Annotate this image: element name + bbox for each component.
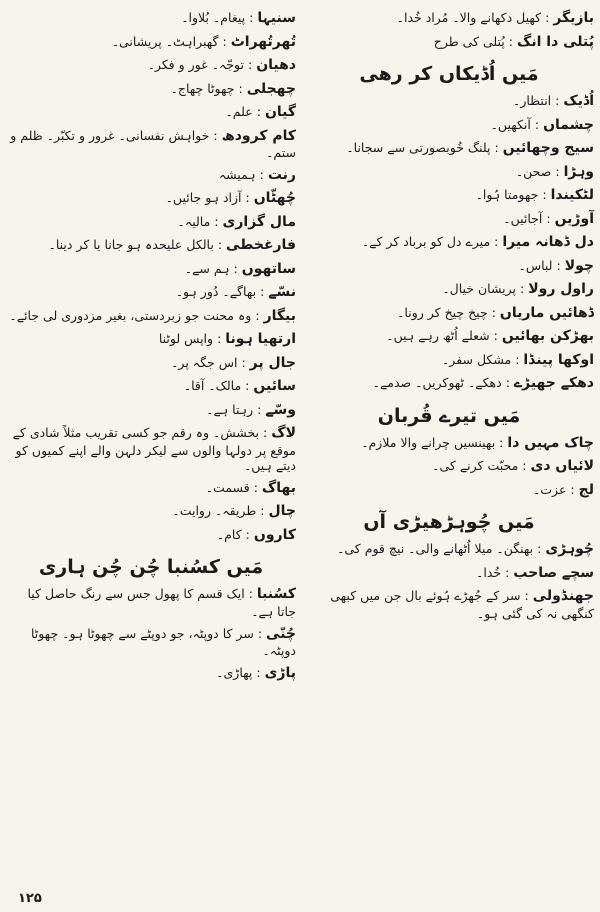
- glossary-term: دھکے جھیڑے: [513, 375, 594, 391]
- glossary-meaning: علم۔: [225, 104, 253, 119]
- glossary-term: گیان: [264, 104, 296, 120]
- term-separator: :: [520, 281, 525, 296]
- glossary-entry: [6, 478, 296, 502]
- glossary-meaning: بھینسیں چرانے والا ملازم۔: [361, 434, 496, 450]
- glossary-entry: [304, 138, 594, 162]
- glossary-meaning: انتظار۔: [513, 93, 552, 108]
- glossary-term: لٹکیندا: [550, 187, 594, 203]
- glossary-entry: [6, 584, 296, 623]
- glossary-column-right: [304, 8, 594, 625]
- glossary-meaning: آزاد ہو جائیں۔: [165, 190, 242, 206]
- glossary-meaning: میرے دل کو برباد کر کے۔: [361, 234, 491, 249]
- glossary-meaning: مالک۔ آقا۔: [183, 378, 242, 394]
- glossary-meaning: واپس لوٹنا: [158, 331, 214, 347]
- glossary-entry: [6, 259, 296, 283]
- glossary-term: لج: [578, 481, 594, 498]
- glossary-entry: [6, 8, 296, 32]
- glossary-meaning: اس جگہ پر۔: [171, 354, 238, 370]
- glossary-term: چھجلی: [246, 80, 296, 97]
- glossary-meaning: ہمیشہ: [218, 166, 256, 182]
- glossary-entry: [304, 115, 594, 139]
- glossary-column-left: [6, 8, 296, 686]
- glossary-meaning: وہ محنت جو زبردستی، بغیر مزدوری لی جائے۔: [9, 307, 252, 323]
- glossary-term: چُنّی: [266, 625, 296, 642]
- glossary-meaning: پیغام۔ بُلاوا۔: [181, 10, 246, 25]
- glossary-entry: [6, 126, 296, 165]
- glossary-term: چاک مہیں دا: [507, 434, 594, 451]
- glossary-term: وہڑا: [563, 163, 594, 180]
- glossary-meaning: محبّت کرنے کی۔: [432, 458, 519, 473]
- glossary-meaning: بھنگن۔ میلا اُٹھانے والی۔ نیچ قوم کی۔: [337, 541, 534, 556]
- glossary-meaning: خواہش نفسانی۔ غرور و تکبّر۔ ظلم و ستم۔: [10, 127, 296, 160]
- term-separator: :: [505, 375, 510, 390]
- glossary-term: سیج وچھائیں: [502, 140, 594, 156]
- glossary-entry: [6, 212, 296, 236]
- glossary-entry: [304, 209, 594, 233]
- glossary-meaning: بالکل علیحدہ ہو جانا یا کر دینا۔: [48, 237, 214, 253]
- term-separator: :: [546, 210, 551, 226]
- term-separator: :: [248, 586, 253, 602]
- glossary-entry: [6, 55, 296, 79]
- term-separator: :: [238, 80, 243, 96]
- glossary-meaning: طریقہ۔ روایت۔: [172, 503, 257, 519]
- glossary-entry: [6, 102, 296, 126]
- term-separator: :: [255, 307, 260, 323]
- glossary-entry: [304, 586, 594, 625]
- glossary-term: فارغخطی: [226, 237, 296, 254]
- glossary-entry: [6, 501, 296, 525]
- glossary-term: سائیں: [253, 378, 296, 395]
- glossary-entry: [304, 433, 594, 457]
- glossary-entry: [6, 79, 296, 103]
- glossary-term: چشماں: [543, 116, 594, 133]
- term-separator: :: [542, 187, 547, 202]
- glossary-entry: [6, 663, 296, 687]
- glossary-meaning: خُدا۔: [476, 564, 502, 580]
- glossary-entry: [304, 480, 594, 504]
- glossary-entry: [304, 232, 594, 256]
- glossary-entry: [304, 162, 594, 186]
- glossary-term: سنیہا: [257, 10, 296, 26]
- glossary-entry: [6, 165, 296, 189]
- glossary-meaning: رہتا ہے۔: [206, 401, 254, 417]
- term-separator: :: [545, 10, 550, 25]
- glossary-entry: [6, 188, 296, 212]
- term-separator: :: [247, 57, 253, 72]
- glossary-meaning: ایک قسم کا پھول جس سے رنگ حاصل کیا جاتا ہے۔: [27, 586, 296, 619]
- glossary-meaning: گھبراہٹ۔ پریشانی۔: [111, 33, 219, 49]
- glossary-term: لائیاں دی: [530, 458, 594, 474]
- term-separator: :: [555, 93, 560, 108]
- section-heading: مَیں تیرے قُربان: [377, 404, 521, 427]
- glossary-meaning: پریشان خیال۔: [442, 281, 516, 296]
- section-heading: مَیں اُڈیکاں کر رھی: [359, 63, 539, 85]
- term-separator: :: [256, 104, 261, 119]
- glossary-meaning: دھکے۔ ٹھوکریں۔ صدمے۔: [372, 375, 502, 390]
- term-separator: :: [505, 564, 510, 580]
- glossary-entry: [304, 373, 594, 397]
- term-separator: :: [508, 33, 514, 49]
- glossary-term: وسّے: [265, 401, 296, 418]
- term-separator: :: [499, 434, 504, 450]
- glossary-meaning: توجّہ۔ غور و فکر۔: [147, 57, 244, 72]
- glossary-term: چُھٹّاں: [253, 190, 296, 207]
- glossary-meaning: لباس۔: [518, 257, 553, 273]
- glossary-meaning: آنکھیں۔: [490, 116, 531, 132]
- glossary-meaning: پُتلی کی طرح: [433, 33, 505, 49]
- glossary-entry: [6, 525, 296, 549]
- glossary-entry: [304, 303, 594, 327]
- glossary-meaning: بھاگے۔ دُور ہو۔: [175, 284, 257, 300]
- glossary-term: رنت: [267, 166, 296, 183]
- term-separator: :: [260, 284, 265, 300]
- glossary-meaning: آجائیں۔: [503, 210, 543, 226]
- term-separator: :: [263, 425, 268, 441]
- glossary-term: جال پر: [249, 354, 296, 371]
- term-separator: :: [555, 163, 560, 179]
- glossary-term: اوکھا پینڈا: [523, 351, 594, 368]
- page-number: ۱۲۵: [18, 891, 42, 906]
- term-separator: :: [491, 304, 496, 320]
- term-separator: :: [249, 10, 254, 25]
- glossary-meaning: شعلے اُٹھ رہے ہیں۔: [386, 328, 490, 343]
- glossary-term: ارتھیا ہونا: [225, 331, 296, 348]
- term-separator: :: [556, 257, 561, 273]
- glossary-term: آوڑیں: [554, 210, 594, 227]
- glossary-entry: [304, 279, 594, 303]
- glossary-meaning: مالیہ۔: [177, 213, 211, 229]
- term-separator: :: [241, 354, 246, 370]
- term-separator: :: [253, 479, 258, 495]
- term-separator: :: [256, 664, 261, 680]
- term-separator: :: [214, 213, 219, 229]
- glossary-term: اُڈیک: [563, 93, 594, 109]
- glossary-term: بیگار: [263, 307, 296, 324]
- term-separator: :: [494, 234, 499, 249]
- glossary-meaning: مشکل سفر۔: [441, 351, 512, 367]
- term-separator: :: [245, 378, 250, 394]
- glossary-term: پاڑی: [264, 664, 296, 681]
- term-separator: :: [494, 140, 499, 155]
- glossary-term: دل ڈھانہ میرا: [502, 234, 594, 250]
- term-separator: :: [233, 260, 238, 276]
- glossary-term: چُوہڑی: [545, 541, 594, 557]
- glossary-meaning: سر کے جُھڑے ہُوئے بال جن میں کبھی کنگھی نہ کی گئی ہو۔: [330, 588, 594, 621]
- glossary-term: ساتھوں: [241, 260, 296, 277]
- glossary-meaning: چیخ چیخ کر رونا۔: [397, 304, 488, 320]
- term-separator: :: [522, 458, 527, 473]
- glossary-term: پُتلی دا انگ: [517, 33, 594, 50]
- glossary-entry: [6, 376, 296, 400]
- glossary-meaning: پھاڑی۔: [216, 664, 253, 680]
- glossary-entry: [304, 456, 594, 480]
- glossary-entry: [304, 326, 594, 350]
- glossary-term: نسّے: [268, 284, 296, 301]
- glossary-entry: [6, 282, 296, 306]
- term-separator: :: [534, 116, 540, 132]
- glossary-term: مال گزاری: [222, 213, 296, 230]
- glossary-term: سچے صاحب: [513, 564, 594, 581]
- glossary-term: دھیان: [256, 57, 296, 73]
- glossary-term: بھڑکن بھائیں: [501, 328, 594, 344]
- glossary-meaning: صحن۔: [515, 163, 552, 179]
- term-separator: :: [222, 33, 227, 49]
- glossary-entry: [6, 400, 296, 424]
- term-separator: :: [259, 166, 264, 182]
- term-separator: :: [217, 237, 223, 253]
- glossary-term: راول رولا: [528, 281, 594, 297]
- term-separator: :: [245, 190, 250, 206]
- glossary-meaning: قسمت۔: [205, 479, 250, 495]
- glossary-term: بھاگ: [261, 479, 296, 496]
- glossary-term: کاروں: [253, 526, 296, 543]
- glossary-entry: [6, 423, 296, 478]
- glossary-entry: [6, 329, 296, 353]
- glossary-term: جھنڈولی: [532, 588, 594, 604]
- term-separator: :: [537, 541, 542, 556]
- glossary-term: تُھرتُھراٹ: [230, 33, 296, 50]
- glossary-entry: [304, 350, 594, 374]
- glossary-term: ڈھائیں ماریاں: [499, 304, 594, 321]
- glossary-term: کسُنبا: [256, 586, 296, 603]
- glossary-entry: [304, 185, 594, 209]
- glossary-meaning: پلنگ خُوبصورتی سے سجانا۔: [346, 140, 491, 155]
- glossary-meaning: عزت۔: [532, 481, 567, 497]
- term-separator: :: [515, 351, 520, 367]
- glossary-entry: [6, 353, 296, 377]
- glossary-entry: [304, 256, 594, 280]
- glossary-meaning: کام۔: [216, 526, 242, 542]
- glossary-entry: [304, 563, 594, 587]
- term-separator: :: [493, 328, 498, 343]
- glossary-term: بازیگر: [553, 10, 594, 26]
- glossary-entry: [304, 91, 594, 115]
- glossary-entry: [6, 32, 296, 56]
- term-separator: :: [570, 481, 575, 497]
- glossary-meaning: سر کا دوپٹہ، جو دوپٹے سے چھوٹا ہو۔ چھوٹا دوپٹہ۔: [30, 625, 296, 658]
- glossary-term: چال: [268, 503, 296, 520]
- glossary-entry: [6, 624, 296, 663]
- glossary-meaning: جھومتا ہُوا۔: [475, 187, 539, 202]
- section-heading: مَیں چُوہڑھیڑی آں: [363, 511, 535, 533]
- glossary-meaning: ہم سے۔: [184, 260, 230, 276]
- glossary-term: چولا: [564, 257, 594, 274]
- glossary-meaning: بخشش۔ وہ رقم جو کسی تقریب مثلاً شادی کے موقع پر دولہا والوں سے لیکر دلہن والے اپنے کمیوں کو دیتے ہیں۔: [12, 425, 296, 474]
- glossary-entry: [304, 32, 594, 56]
- glossary-entry: [6, 306, 296, 330]
- term-separator: :: [260, 503, 265, 519]
- glossary-term: لاگ: [271, 425, 296, 442]
- glossary-meaning: کھیل دکھانے والا۔ مُراد خُدا۔: [396, 10, 542, 25]
- glossary-entry: [6, 235, 296, 259]
- glossary-entry: [304, 539, 594, 563]
- glossary-meaning: چھوٹا چھاج۔: [170, 80, 235, 96]
- term-separator: :: [524, 588, 529, 603]
- term-separator: :: [257, 625, 263, 641]
- section-heading: مَیں کسُنبا چُن چُن ہاری: [38, 556, 264, 579]
- glossary-term: کام کرودھ: [221, 127, 296, 144]
- term-separator: :: [257, 401, 262, 417]
- glossary-entry: [304, 8, 594, 32]
- term-separator: :: [245, 526, 250, 542]
- term-separator: :: [217, 331, 222, 347]
- term-separator: :: [213, 127, 218, 143]
